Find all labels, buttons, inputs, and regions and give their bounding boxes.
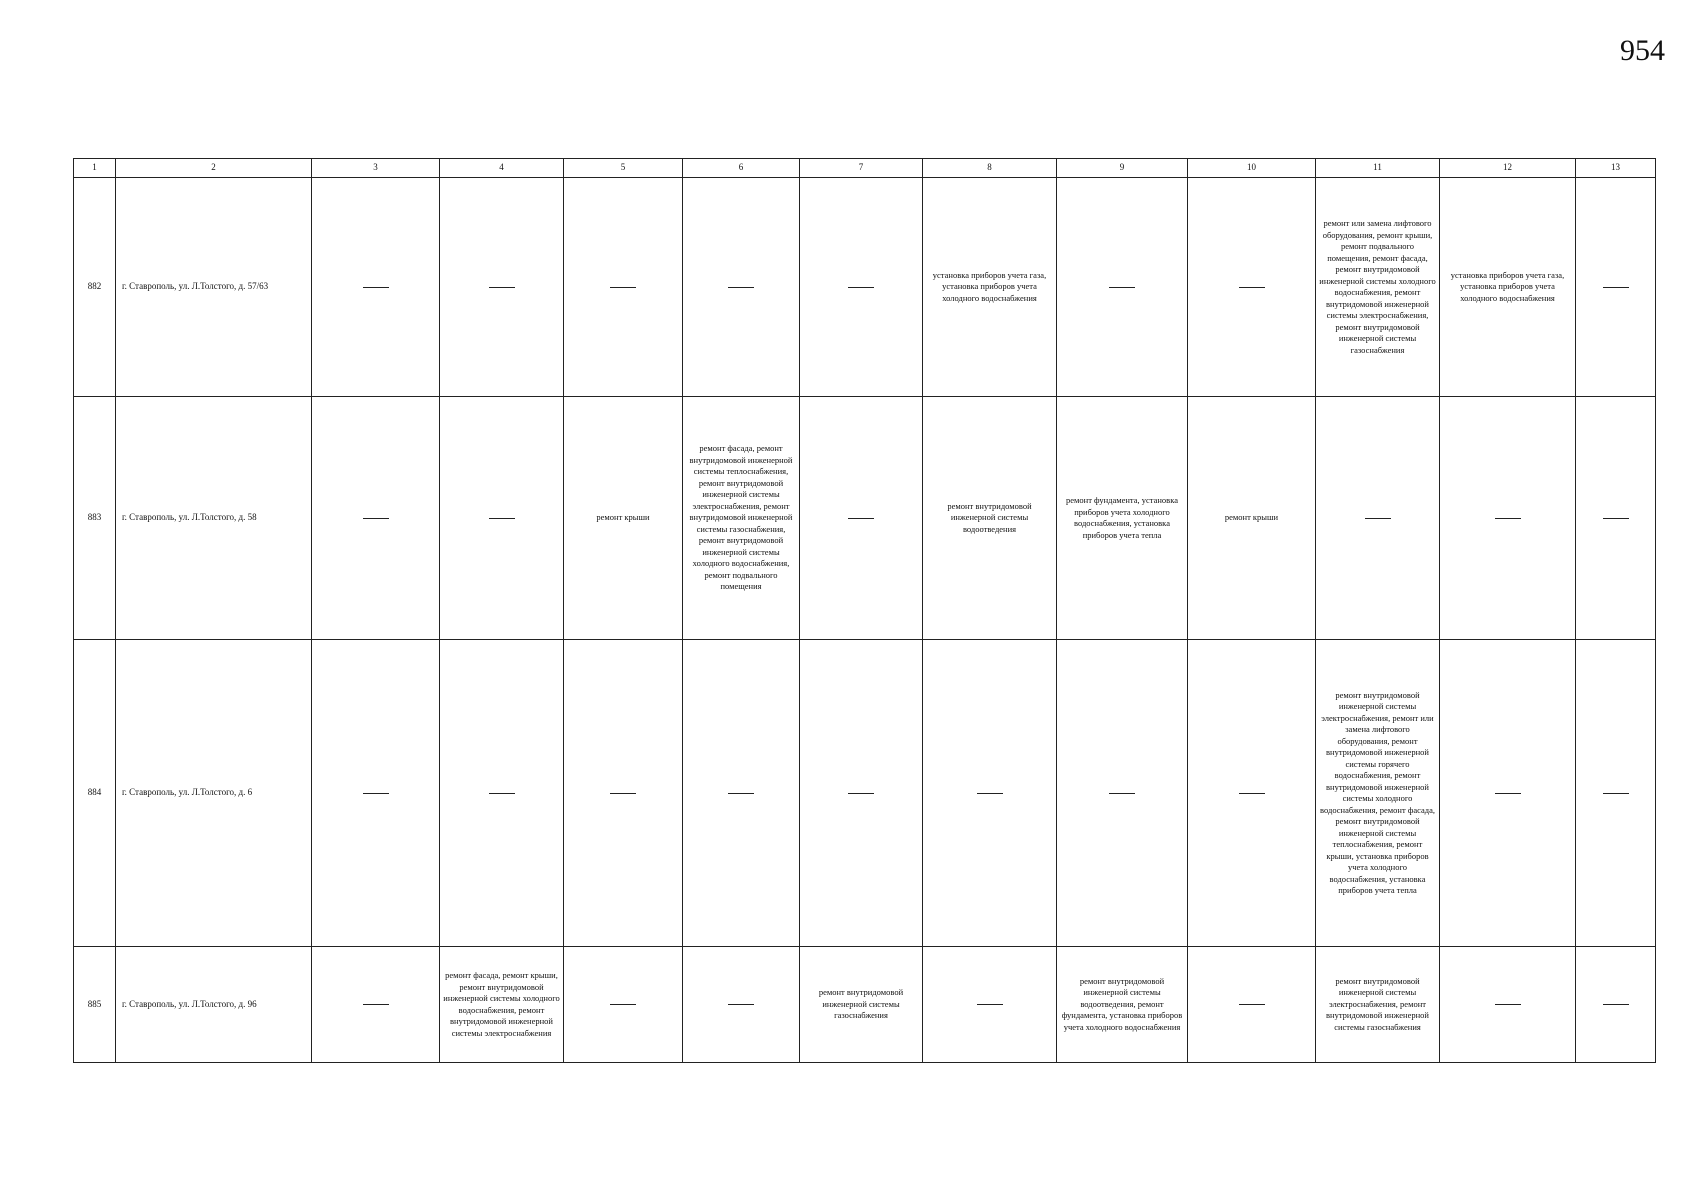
table-cell: [1576, 947, 1656, 1063]
dash-placeholder: [728, 1004, 754, 1005]
table-row: [74, 178, 1656, 397]
table-cell: [440, 947, 564, 1063]
dash-placeholder: [977, 793, 1003, 794]
table-cell: [1057, 397, 1188, 640]
table-cell: [923, 947, 1057, 1063]
table-cell: [1576, 640, 1656, 947]
table-cell: [440, 397, 564, 640]
table-cell: [923, 178, 1057, 397]
repair-schedule-table: [73, 158, 1656, 1063]
table-cell: [1440, 947, 1576, 1063]
cell-text: ремонт внутридомовой инженерной системы газоснабжения: [818, 987, 904, 1021]
column-number: 13: [1576, 159, 1656, 178]
dash-placeholder: [848, 287, 874, 288]
dash-placeholder: [489, 793, 515, 794]
table-cell: [683, 640, 800, 947]
table-cell: [564, 178, 683, 397]
column-number: 9: [1057, 159, 1188, 178]
table-cell: [1576, 397, 1656, 640]
table-cell: [1188, 178, 1316, 397]
cell-text: ремонт фасада, ремонт внутридомовой инженерной системы теплоснабжения, ремонт внутридомовой инженерной системы электроснабжения, ремонт внутридомовой инженерной системы газоснабжения, ремонт внутридомовой инженерной системы холодного водоснабжения, ремонт подвального помещения: [689, 443, 793, 592]
dash-placeholder: [489, 287, 515, 288]
table-cell: [1440, 397, 1576, 640]
table-cell: [683, 178, 800, 397]
table-cell: [1057, 640, 1188, 947]
table-cell: [312, 178, 440, 397]
address-cell: г. Ставрополь, ул. Л.Толстого, д. 57/63: [116, 178, 312, 397]
dash-placeholder: [363, 287, 389, 288]
table-cell: [440, 178, 564, 397]
table-cell: [440, 640, 564, 947]
row-number: 882: [74, 178, 116, 397]
table-cell: [800, 640, 923, 947]
address-cell: г. Ставрополь, ул. Л.Толстого, д. 6: [116, 640, 312, 947]
dash-placeholder: [1239, 793, 1265, 794]
table-row: [74, 397, 1656, 640]
cell-text: ремонт или замена лифтового оборудования, ремонт крыши, ремонт подвального помещения, ремонт фасада, ремонт внутридомовой инженерной системы холодного водоснабжения, ремонт внутридомовой инженерной системы электроснабжения, ремонт внутридомовой инженерной системы газоснабжения: [1319, 218, 1436, 355]
table-cell: [800, 397, 923, 640]
cell-text: ремонт фундамента, установка приборов учета холодного водоснабжения, установка приборов учета тепла: [1066, 495, 1178, 540]
dash-placeholder: [610, 1004, 636, 1005]
table-cell: [1057, 178, 1188, 397]
address-cell: г. Ставрополь, ул. Л.Толстого, д. 96: [116, 947, 312, 1063]
table-cell: [1188, 640, 1316, 947]
column-number: 11: [1316, 159, 1440, 178]
column-number: 12: [1440, 159, 1576, 178]
table-cell: [923, 640, 1057, 947]
table-cell: [564, 640, 683, 947]
cell-text: ремонт внутридомовой инженерной системы электроснабжения, ремонт внутридомовой инженерной системы газоснабжения: [1326, 975, 1429, 1032]
dash-placeholder: [848, 793, 874, 794]
table-cell: [312, 947, 440, 1063]
dash-placeholder: [728, 793, 754, 794]
cell-text: ремонт крыши: [1224, 512, 1279, 523]
cell-text: установка приборов учета газа, установка приборов учета холодного водоснабжения: [932, 269, 1047, 303]
table-cell: [564, 947, 683, 1063]
table-cell: [923, 397, 1057, 640]
table-row: [74, 640, 1656, 947]
table-cell: [1316, 947, 1440, 1063]
dash-placeholder: [1603, 518, 1629, 519]
dash-placeholder: [1603, 1004, 1629, 1005]
cell-text: установка приборов учета газа, установка приборов учета холодного водоснабжения: [1450, 269, 1565, 303]
table-cell: [312, 640, 440, 947]
dash-placeholder: [363, 1004, 389, 1005]
table-cell: [312, 397, 440, 640]
column-number: 2: [116, 159, 312, 178]
page-number: 954: [1620, 34, 1665, 67]
table-cell: [800, 178, 923, 397]
dash-placeholder: [1365, 518, 1391, 519]
row-number: 883: [74, 397, 116, 640]
dash-placeholder: [1603, 793, 1629, 794]
column-number: 8: [923, 159, 1057, 178]
column-number-row: [74, 159, 1656, 178]
dash-placeholder: [1495, 518, 1521, 519]
table-cell: [1440, 178, 1576, 397]
table-cell: [1057, 947, 1188, 1063]
dash-placeholder: [1239, 1004, 1265, 1005]
cell-text: ремонт крыши: [596, 512, 650, 523]
table-cell: [1316, 640, 1440, 947]
table-cell: [564, 397, 683, 640]
address-cell: г. Ставрополь, ул. Л.Толстого, д. 58: [116, 397, 312, 640]
cell-text: ремонт внутридомовой инженерной системы электроснабжения, ремонт или замена лифтового оборудования, ремонт внутридомовой инженерной системы горячего водоснабжения, ремонт внутридомовой инженерной системы холодного водоснабжения, ремонт фасада, ремонт внутридомовой инженерной системы теплоснабжения, ремонт крыши, установка приборов учета холодного водоснабжения, установка приборов учета тепла: [1320, 689, 1435, 895]
dash-placeholder: [1495, 1004, 1521, 1005]
table-cell: [1188, 397, 1316, 640]
dash-placeholder: [1109, 287, 1135, 288]
table-cell: [683, 397, 800, 640]
cell-text: ремонт фасада, ремонт крыши, ремонт внутридомовой инженерной системы холодного водоснабжения, ремонт внутридомовой инженерной системы электроснабжения: [443, 970, 560, 1038]
cell-text: ремонт внутридомовой инженерной системы водоотведения, ремонт фундамента, установка приборов учета холодного водоснабжения: [1061, 975, 1183, 1032]
column-number: 6: [683, 159, 800, 178]
dash-placeholder: [848, 518, 874, 519]
table-cell: [683, 947, 800, 1063]
row-number: 884: [74, 640, 116, 947]
dash-placeholder: [610, 793, 636, 794]
dash-placeholder: [1603, 287, 1629, 288]
dash-placeholder: [728, 287, 754, 288]
dash-placeholder: [610, 287, 636, 288]
column-number: 10: [1188, 159, 1316, 178]
column-number: 3: [312, 159, 440, 178]
dash-placeholder: [363, 518, 389, 519]
table-row: [74, 947, 1656, 1063]
dash-placeholder: [1239, 287, 1265, 288]
column-number: 7: [800, 159, 923, 178]
dash-placeholder: [363, 793, 389, 794]
dash-placeholder: [1495, 793, 1521, 794]
table-cell: [800, 947, 923, 1063]
row-number: 885: [74, 947, 116, 1063]
column-number: 1: [74, 159, 116, 178]
table-cell: [1316, 178, 1440, 397]
dash-placeholder: [489, 518, 515, 519]
column-number: 4: [440, 159, 564, 178]
repair-schedule-table-wrapper: [73, 158, 1655, 1063]
column-number: 5: [564, 159, 683, 178]
table-cell: [1576, 178, 1656, 397]
dash-placeholder: [977, 1004, 1003, 1005]
table-cell: [1440, 640, 1576, 947]
cell-text: ремонт внутридомовой инженерной системы водоотведения: [947, 500, 1032, 534]
table-cell: [1316, 397, 1440, 640]
dash-placeholder: [1109, 793, 1135, 794]
table-cell: [1188, 947, 1316, 1063]
